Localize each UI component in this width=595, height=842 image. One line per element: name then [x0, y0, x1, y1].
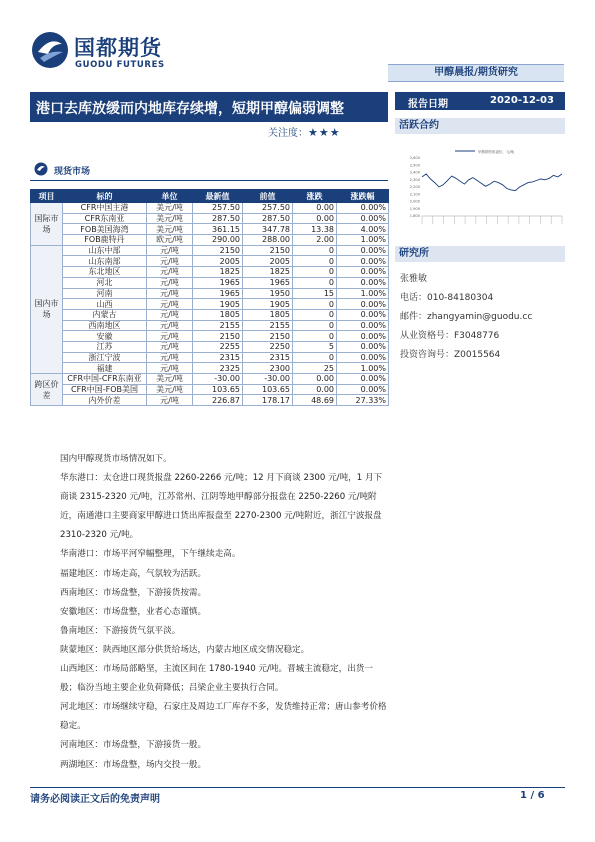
disclaimer-link[interactable]: 请务必阅读正文后的免责声明 — [30, 794, 160, 805]
table-cell: 287.50 — [193, 213, 243, 224]
table-cell: 0.00 — [293, 384, 337, 395]
table-cell: CFR中国-CFR东南亚 — [63, 374, 147, 385]
active-contract-chart — [400, 146, 565, 226]
table-cell: CFR中国主港 — [63, 203, 147, 214]
table-cell: 内蒙古 — [63, 309, 147, 320]
table-cell: 元/吨 — [147, 277, 193, 288]
group-label: 国内市场 — [31, 245, 63, 373]
y-tick-label: 1,800 — [409, 214, 420, 219]
table-cell: 山东中部 — [63, 245, 147, 256]
table-cell: 1.00% — [337, 288, 389, 299]
table-cell: 江苏 — [63, 341, 147, 352]
y-tick-label: 2,000 — [409, 199, 420, 204]
table-cell: 257.50 — [243, 203, 293, 214]
table-cell: 2005 — [243, 256, 293, 267]
table-cell: 0.00% — [337, 277, 389, 288]
table-cell: 5 — [293, 341, 337, 352]
table-cell: 欧元/吨 — [147, 235, 193, 246]
table-row — [31, 395, 389, 406]
table-cell: 2150 — [243, 331, 293, 342]
table-cell: 257.50 — [193, 203, 243, 214]
attention-label: 关注度： — [268, 128, 308, 139]
table-cell: 2315 — [243, 352, 293, 363]
table-cell: 2325 — [193, 363, 243, 374]
commentary-paragraph: 华东港口：太仓进口现货报盘 2260-2266 元/吨；12 月下商谈 2300 元/吨，1 月下商谈 2315-2320 元/吨，江苏常州、江阴等地甲醇部分报盘在 2250-2260 元/吨附近，南通港口主要商家甲醇进口货出库报盘至 2270-2300 元/吨附近，浙江宁波报盘 2310-2320 元/吨。 — [60, 473, 383, 541]
table-cell: 山东南部 — [63, 256, 147, 267]
table-cell: -30.00 — [193, 374, 243, 385]
table-row — [31, 331, 389, 342]
table-cell: 0 — [293, 267, 337, 278]
table-row — [31, 277, 389, 288]
table-cell: 2005 — [193, 256, 243, 267]
attention-stars: ★★★ — [308, 126, 341, 139]
market-commentary — [30, 450, 388, 775]
table-cell: 河北 — [63, 277, 147, 288]
col-header: 前值 — [243, 190, 293, 203]
page-number: 1 / 6 — [520, 790, 545, 801]
logo-text-cn: 国都期货 — [74, 36, 162, 60]
analyst-name: 张雅敏 — [400, 274, 428, 284]
group-label: 跨区价差 — [31, 374, 63, 406]
table-cell: 27.33% — [337, 395, 389, 406]
table-row — [31, 267, 389, 278]
table-cell: 0 — [293, 299, 337, 310]
col-header: 单位 — [147, 190, 193, 203]
research-heading: 研究所 — [395, 246, 565, 262]
table-cell: 103.65 — [243, 384, 293, 395]
active-contract-heading: 活跃合约 — [395, 118, 565, 134]
table-row — [31, 341, 389, 352]
table-cell: 287.50 — [243, 213, 293, 224]
table-cell: 安徽 — [63, 331, 147, 342]
group-label: 国际市场 — [31, 203, 63, 246]
table-cell: 美元/吨 — [147, 213, 193, 224]
table-cell: 0.00% — [337, 341, 389, 352]
col-header: 标的 — [63, 190, 147, 203]
attention-rating — [268, 124, 341, 139]
table-cell: 0 — [293, 277, 337, 288]
table-cell: 0.00% — [337, 203, 389, 214]
table-cell: 288.00 — [243, 235, 293, 246]
commentary-paragraph: 陕蒙地区：陕西地区部分供货给场达，内蒙古地区成交情况稳定。 — [60, 644, 310, 655]
table-cell: 1805 — [193, 309, 243, 320]
table-row — [31, 235, 389, 246]
commentary-paragraph: 国内甲醇现货市场情况如下。 — [60, 454, 172, 464]
y-tick-label: 2,500 — [409, 163, 420, 168]
table-cell: 1965 — [193, 288, 243, 299]
table-cell: 元/吨 — [147, 320, 193, 331]
section-title: 现货市场 — [54, 167, 91, 177]
table-cell: 0.00% — [337, 352, 389, 363]
table-cell: 0.00% — [337, 309, 389, 320]
col-header: 涨跌 — [293, 190, 337, 203]
table-cell: 元/吨 — [147, 352, 193, 363]
commentary-paragraph: 西南地区：市场盘整，下游接货按需。 — [60, 587, 207, 598]
table-cell: 2150 — [193, 245, 243, 256]
commentary-paragraph: 安徽地区：市场盘整，业者心态谨慎。 — [60, 606, 207, 617]
y-tick-label: 2,300 — [409, 177, 420, 182]
table-cell: 0 — [293, 309, 337, 320]
table-cell: 美元/吨 — [147, 224, 193, 235]
y-tick-label: 2,600 — [409, 156, 420, 161]
table-row — [31, 224, 389, 235]
analyst-license: 从业资格号：F3048776 — [400, 331, 500, 341]
analyst-email[interactable]: 邮件：zhangyamin@guodu.cc — [400, 312, 533, 322]
table-cell: 48.69 — [293, 395, 337, 406]
table-cell: 4.00% — [337, 224, 389, 235]
table-cell: 0 — [293, 352, 337, 363]
table-cell: 东北地区 — [63, 267, 147, 278]
table-cell: 0.00% — [337, 384, 389, 395]
table-cell: 元/吨 — [147, 341, 193, 352]
table-cell: 元/吨 — [147, 256, 193, 267]
company-logo — [30, 30, 180, 76]
table-cell: 1965 — [193, 277, 243, 288]
table-cell: 0.00% — [337, 320, 389, 331]
table-cell: 美元/吨 — [147, 203, 193, 214]
table-cell: 2250 — [243, 341, 293, 352]
table-cell: 内外价差 — [63, 395, 147, 406]
table-cell: 元/吨 — [147, 267, 193, 278]
table-cell: 元/吨 — [147, 245, 193, 256]
table-cell: 2.00 — [293, 235, 337, 246]
table-row — [31, 352, 389, 363]
table-cell: 1825 — [243, 267, 293, 278]
table-cell: 美元/吨 — [147, 374, 193, 385]
table-row — [31, 384, 389, 395]
table-cell: CFR中国-FOB美国 — [63, 384, 147, 395]
table-cell: 0.00 — [293, 374, 337, 385]
table-cell: 浙江宁波 — [63, 352, 147, 363]
table-cell: 元/吨 — [147, 288, 193, 299]
table-cell: 0 — [293, 256, 337, 267]
table-cell: 0.00 — [293, 213, 337, 224]
spot-market-table — [30, 189, 389, 406]
table-cell: 0.00% — [337, 267, 389, 278]
table-cell: 2255 — [193, 341, 243, 352]
table-cell: 2315 — [193, 352, 243, 363]
logo-mark-icon — [30, 30, 70, 70]
table-row — [31, 374, 389, 385]
table-cell: 2150 — [243, 245, 293, 256]
report-title: 港口去库放缓而内地库存续增，短期甲醇偏弱调整 — [36, 101, 344, 117]
commentary-paragraph: 两湖地区：市场盘整，场内交投一般。 — [60, 759, 207, 770]
y-tick-label: 2,400 — [409, 170, 420, 175]
table-cell: 1825 — [193, 267, 243, 278]
table-cell: 0.00% — [337, 331, 389, 342]
table-cell: 2155 — [243, 320, 293, 331]
table-cell: 0.00 — [293, 203, 337, 214]
table-cell: 元/吨 — [147, 395, 193, 406]
series-line — [422, 174, 562, 191]
table-row — [31, 213, 389, 224]
table-row — [31, 309, 389, 320]
table-cell: 元/吨 — [147, 299, 193, 310]
table-cell: 178.17 — [243, 395, 293, 406]
table-cell: 25 — [293, 363, 337, 374]
table-cell: 西南地区 — [63, 320, 147, 331]
table-cell: FOB鹿特丹 — [63, 235, 147, 246]
table-cell: 13.38 — [293, 224, 337, 235]
table-cell: 1805 — [243, 309, 293, 320]
table-cell: 0.00% — [337, 299, 389, 310]
table-cell: 1.00% — [337, 235, 389, 246]
table-cell: CFR东南亚 — [63, 213, 147, 224]
y-tick-label: 2,100 — [409, 192, 420, 197]
report-date-label: 报告日期 — [408, 99, 448, 110]
table-cell: 福建 — [63, 363, 147, 374]
table-cell: 元/吨 — [147, 363, 193, 374]
section-rule — [30, 180, 388, 181]
table-cell: 2300 — [243, 363, 293, 374]
table-cell: 0.00% — [337, 374, 389, 385]
table-header-row — [31, 190, 389, 203]
footer-rule — [30, 787, 565, 788]
analyst-phone: 电话：010-84180304 — [400, 293, 494, 303]
table-cell: 290.00 — [193, 235, 243, 246]
table-cell: 河南 — [63, 288, 147, 299]
table-cell: 美元/吨 — [147, 384, 193, 395]
legend-label: 甲醇期货收盘价，元/吨 — [478, 150, 515, 154]
table-row — [31, 299, 389, 310]
table-cell: 2155 — [193, 320, 243, 331]
section-swirl-icon — [34, 162, 48, 176]
table-cell: 0.00% — [337, 213, 389, 224]
table-row — [31, 256, 389, 267]
table-cell: 0 — [293, 320, 337, 331]
col-header: 涨跌幅 — [337, 190, 389, 203]
table-cell: 15 — [293, 288, 337, 299]
table-cell: 347.78 — [243, 224, 293, 235]
commentary-paragraph: 鲁南地区：下游接货气氛平淡。 — [60, 625, 181, 636]
table-cell: -30.00 — [243, 374, 293, 385]
commentary-paragraph: 福建地区：市场走高，气氛较为活跃。 — [60, 568, 207, 579]
table-row — [31, 245, 389, 256]
table-cell: 1905 — [193, 299, 243, 310]
col-header: 项目 — [31, 190, 63, 203]
analyst-advisor-id: 投资咨询号：Z0015564 — [400, 350, 501, 360]
logo-text-en: GUODU FUTURES — [75, 60, 165, 70]
commentary-paragraph: 河南地区：市场盘整，下游接货一般。 — [60, 740, 207, 751]
table-row — [31, 363, 389, 374]
table-cell: 1905 — [243, 299, 293, 310]
y-tick-label: 2,200 — [409, 185, 420, 190]
table-cell: 226.87 — [193, 395, 243, 406]
table-cell: 山西 — [63, 299, 147, 310]
y-tick-label: 1,900 — [409, 206, 420, 211]
commentary-paragraph: 山西地区：市场局部略坚，主流区间在 1780-1940 元/吨。晋城主流稳定，出货一般；临汾当地主要企业负荷降低；吕梁企业主要执行合同。 — [60, 664, 374, 694]
table-cell: 361.15 — [193, 224, 243, 235]
col-header: 最新值 — [193, 190, 243, 203]
table-cell: 元/吨 — [147, 331, 193, 342]
table-cell: 0.00% — [337, 245, 389, 256]
table-cell: FOB美国海湾 — [63, 224, 147, 235]
table-cell: 1965 — [243, 277, 293, 288]
table-cell: 1.00% — [337, 363, 389, 374]
table-cell: 0 — [293, 245, 337, 256]
report-type-banner: 甲醇晨报/期货研究 — [388, 64, 564, 82]
table-cell: 0 — [293, 331, 337, 342]
table-row — [31, 288, 389, 299]
report-date-value: 2020-12-03 — [490, 95, 554, 106]
table-cell: 元/吨 — [147, 309, 193, 320]
table-cell: 2150 — [193, 331, 243, 342]
table-cell: 1950 — [243, 288, 293, 299]
table-cell: 103.65 — [193, 384, 243, 395]
table-row — [31, 320, 389, 331]
table-row — [31, 203, 389, 214]
research-contact — [400, 270, 532, 365]
commentary-paragraph: 河北地区：市场继续守稳，石家庄及周边工厂库存不多，发货维持正常；唐山参考价格稳定。 — [60, 702, 387, 732]
table-cell: 0.00% — [337, 256, 389, 267]
commentary-paragraph: 华南港口：市场平河窄幅整理，下午继续走高。 — [60, 549, 241, 560]
